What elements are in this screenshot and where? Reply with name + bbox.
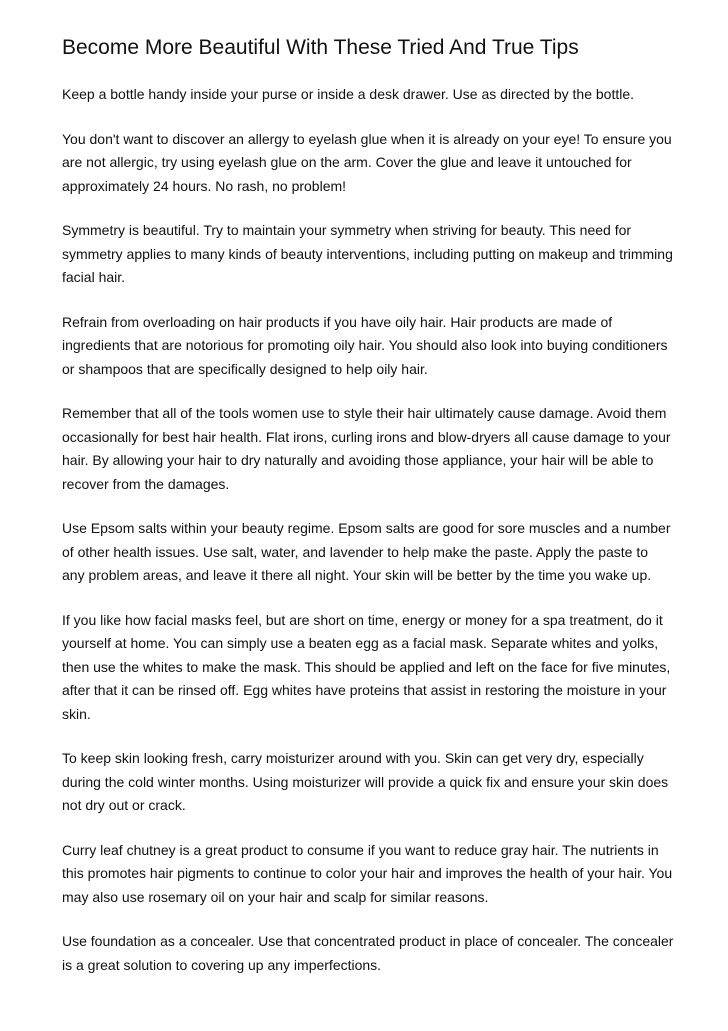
document-title: Become More Beautiful With These Tried And True Tips <box>62 36 579 59</box>
paragraph-7: If you like how facial masks feel, but are short on time, energy or money for a spa treatment, do it yourself at home. You can simply use a beaten egg as a facial mask. Separate whites and yolks, then use the whites to make the mask. This should be applied and left on the face for five minutes, after that it can be rinsed off. Egg whites have proteins that assist in restoring the moisture in your skin. <box>62 611 671 722</box>
paragraph-6: Use Epsom salts within your beauty regime. Epsom salts are good for sore muscles and a number of other health issues. Use salt, water, and lavender to help make the paste. Apply the paste to any problem areas, and leave it there all night. Your skin will be better by the time you wake up. <box>62 520 671 583</box>
paragraph-1: Keep a bottle handy inside your purse or inside a desk drawer. Use as directed by the bottle. <box>62 86 635 102</box>
paragraph-2: You don't want to discover an allergy to eyelash glue when it is already on your eye! To ensure you are not allergic, try using eyelash glue on the arm. Cover the glue and leave it untouched for approximately 24 hours. No rash, no problem! <box>62 130 672 194</box>
paragraph-8: To keep skin looking fresh, carry moisturizer around with you. Skin can get very dry, especially during the cold winter months. Using moisturizer will provide a quick fix and ensure your skin does not dry out or crack. <box>62 750 669 813</box>
paragraph-3: Symmetry is beautiful. Try to maintain your symmetry when striving for beauty. This need for symmetry applies to many kinds of beauty interventions, including putting on makeup and trimming facial hair. <box>62 222 673 285</box>
paragraph-9: Curry leaf chutney is a great product to consume if you want to reduce gray hair. The nutrients in this promotes hair pigments to continue to color your hair and improves the health of your hair. You may also use rosemary oil on your hair and scalp for similar reasons. <box>62 841 673 905</box>
paragraph-4: Refrain from overloading on hair products if you have oily hair. Hair products are made of ingredients that are notorious for promoting oily hair. You should also look into buying conditioners or shampoos that are specifically designed to help oily hair. <box>62 313 668 377</box>
document-page <box>62 34 674 998</box>
paragraph-10: Use foundation as a concealer. Use that concentrated product in place of concealer. The concealer is a great solution to covering up any imperfections. <box>62 933 674 973</box>
paragraph-5: Remember that all of the tools women use to style their hair ultimately cause damage. Avoid them occasionally for best hair health. Flat irons, curling irons and blow-dryers all cause damage to your hair. By allowing your hair to dry naturally and avoiding those appliance, your hair will be able to recover from the damages. <box>62 405 671 492</box>
